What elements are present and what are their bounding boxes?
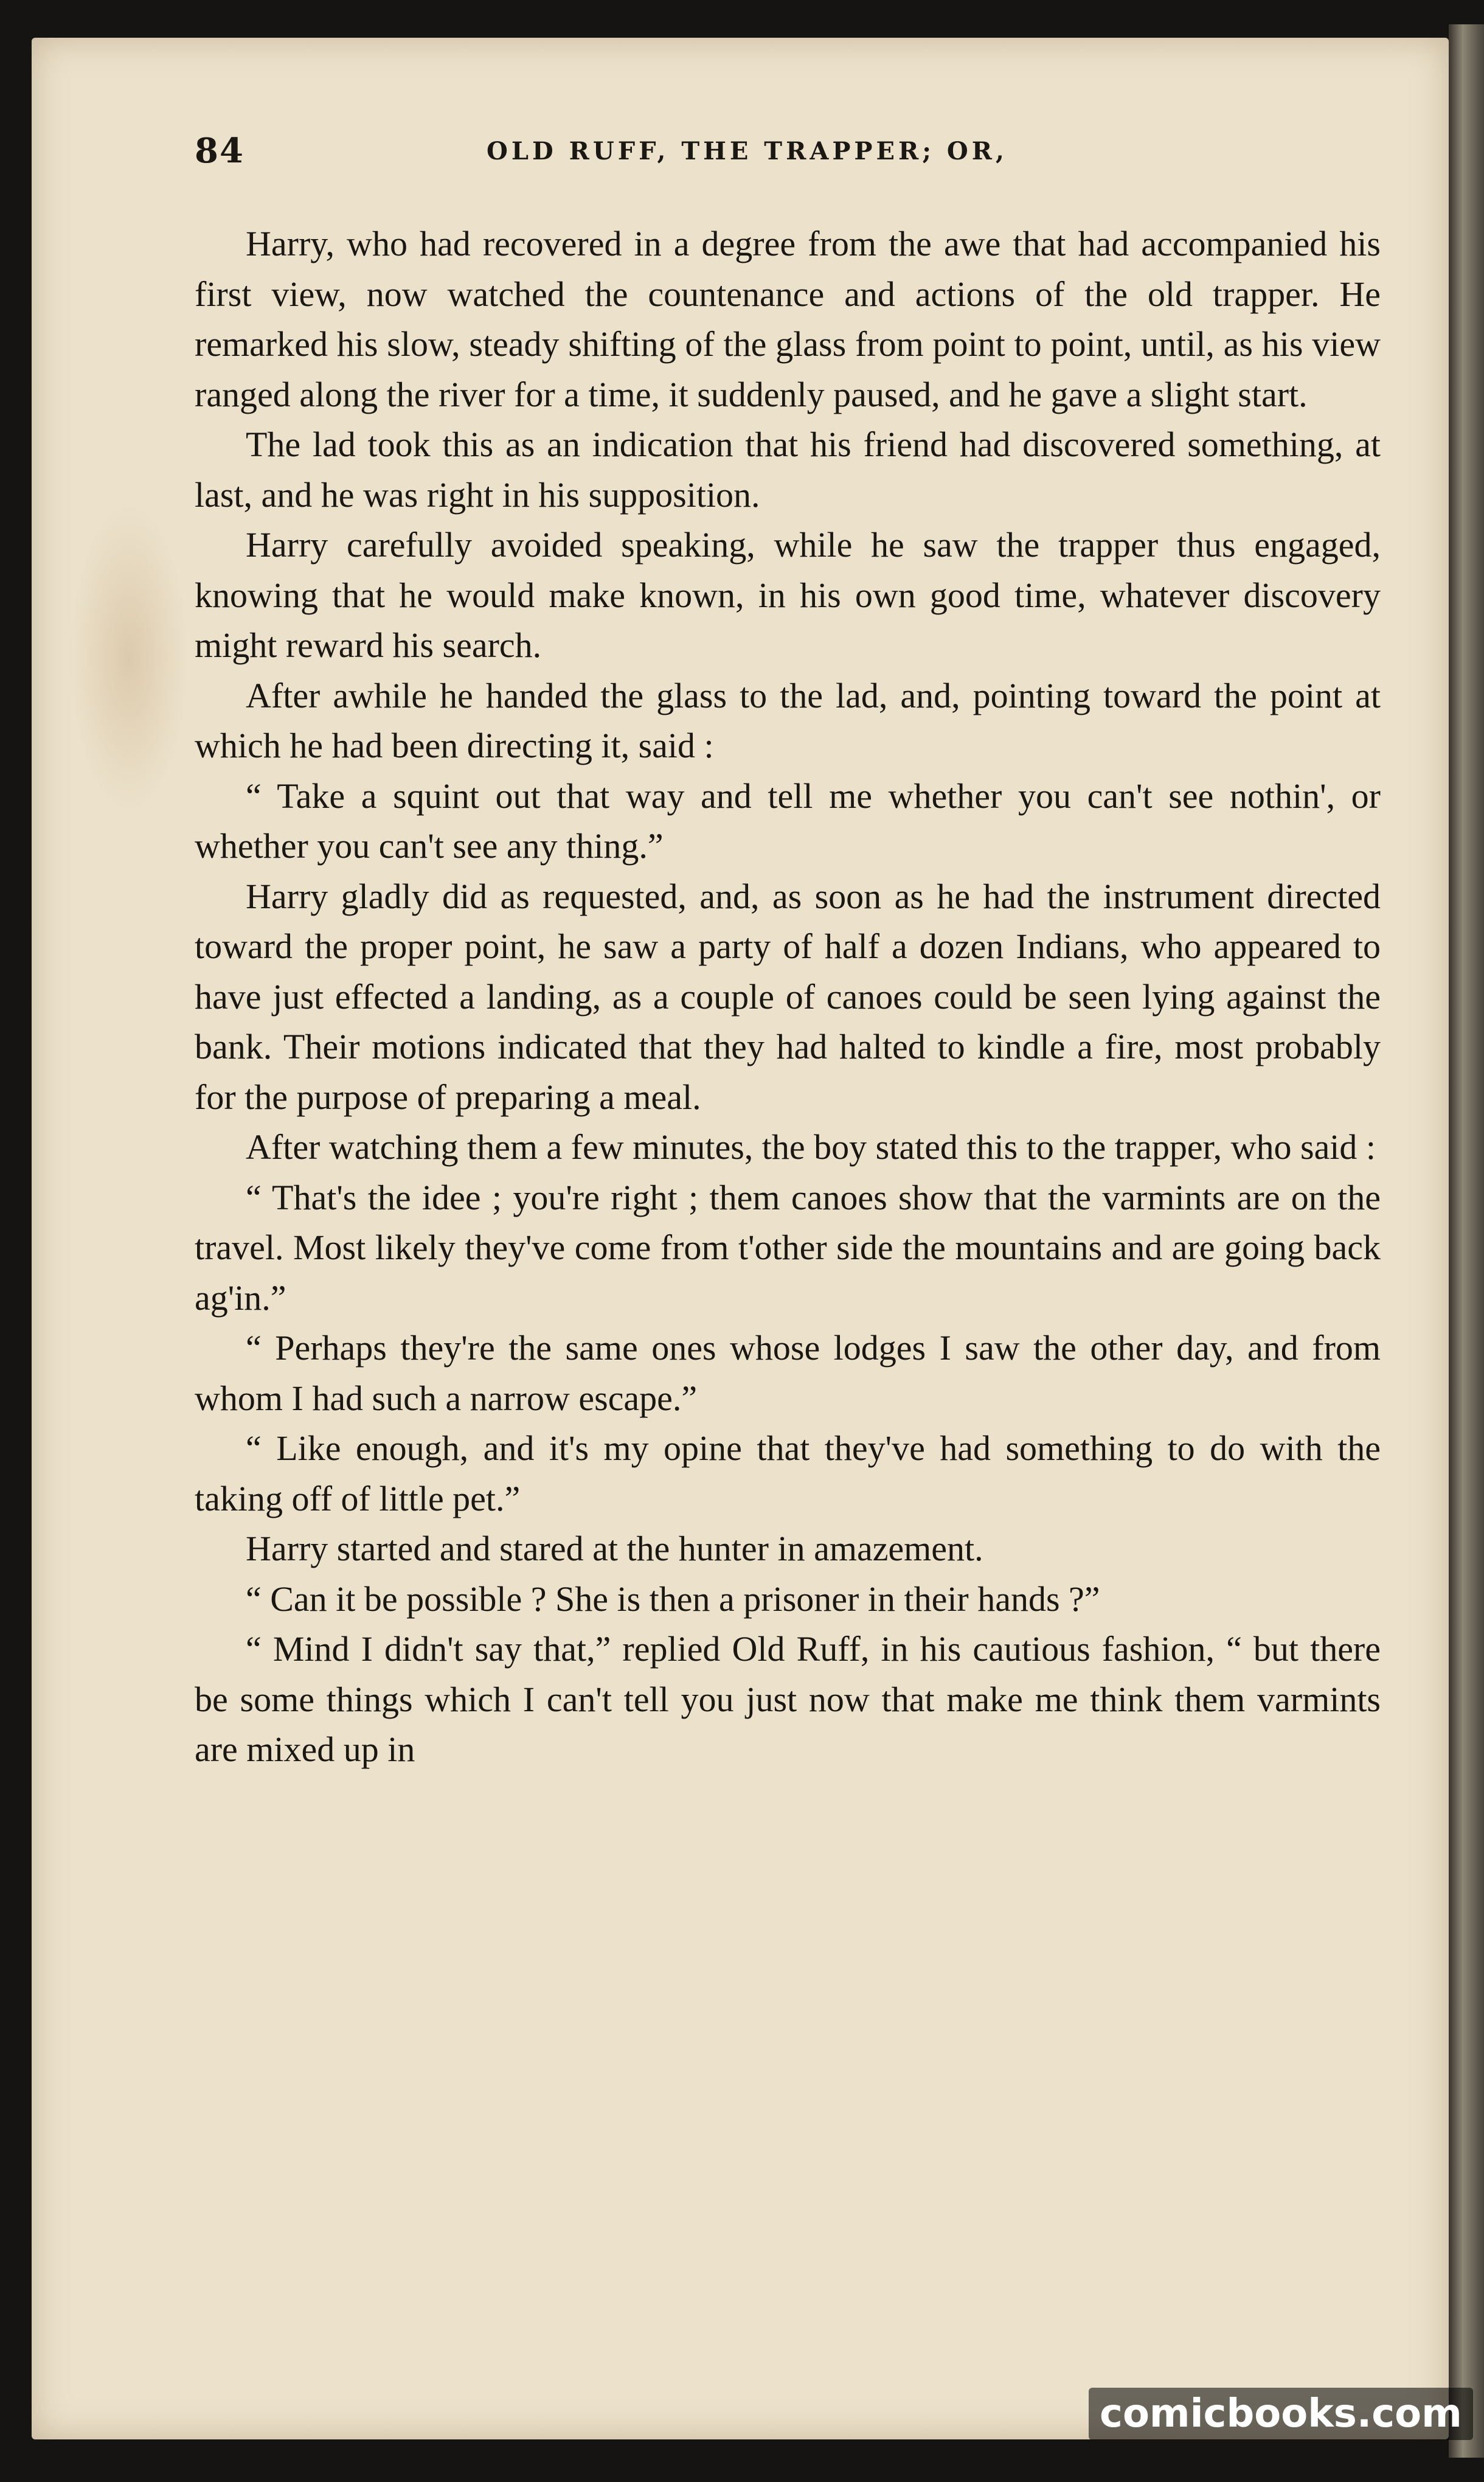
paper-stain — [68, 500, 190, 816]
body-text — [195, 219, 1381, 1775]
paragraph: “ Mind I didn't say that,” replied Old Ruff, in his cautious fashion, “ but there be some things which I can't tell you just now that make me think them varmints are mixed up in — [195, 1629, 1381, 1769]
running-title: OLD RUFF, THE TRAPPER; OR, — [487, 137, 1008, 165]
paragraph: Harry gladly did as requested, and, as soon as he had the instrument directed toward the proper point, he saw a party of half a dozen Indians, who appeared to have just effected a landing, as a couple of canoes could be seen lying against the bank. Their motions indicated that they had halted to kindle a fire, most probably for the purpose of preparing a meal. — [195, 876, 1381, 1117]
paragraph: Harry, who had recovered in a degree from the awe that had accompanied his first view, now watched the countenance and actions of the old trapper. He remarked his slow, steady shifting of the glass from point to point, until, as his view ranged along the river for a time, it suddenly paused, and he gave a slight start. — [195, 224, 1381, 414]
page-header — [195, 131, 1381, 173]
page-number: 84 — [195, 131, 244, 171]
paragraph: Harry carefully avoided speaking, while he saw the trapper thus engaged, knowing that he would make known, in his own good time, whatever discovery might reward his search. — [195, 525, 1381, 665]
paragraph: “ Perhaps they're the same ones whose lodges I saw the other day, and from whom I had such a narrow escape.” — [195, 1328, 1381, 1418]
paragraph: “ Like enough, and it's my opine that they've had something to do with the taking off of little pet.” — [195, 1428, 1381, 1518]
site-watermark: comicbooks.com — [1089, 2388, 1473, 2440]
paragraph: “ Can it be possible ? She is then a prisoner in their hands ?” — [246, 1579, 1100, 1619]
paragraph: After watching them a few minutes, the boy stated this to the trapper, who said : — [246, 1127, 1376, 1167]
paragraph: “ That's the idee ; you're right ; them canoes show that the varmints are on the travel. Most likely they've come from t'other side the mountains and are going back ag'in.” — [195, 1177, 1381, 1318]
paragraph: The lad took this as an indication that his friend had discovered something, at last, and he was right in his supposition. — [195, 425, 1381, 515]
paragraph: “ Take a squint out that way and tell me whether you can't see nothin', or whether you can't see any thing.” — [195, 776, 1381, 866]
paragraph: After awhile he handed the glass to the lad, and, pointing toward the point at which he had been directing it, said : — [195, 675, 1381, 765]
book-binding-edge — [1449, 24, 1484, 2458]
paragraph: Harry started and stared at the hunter in amazement. — [246, 1529, 983, 1568]
